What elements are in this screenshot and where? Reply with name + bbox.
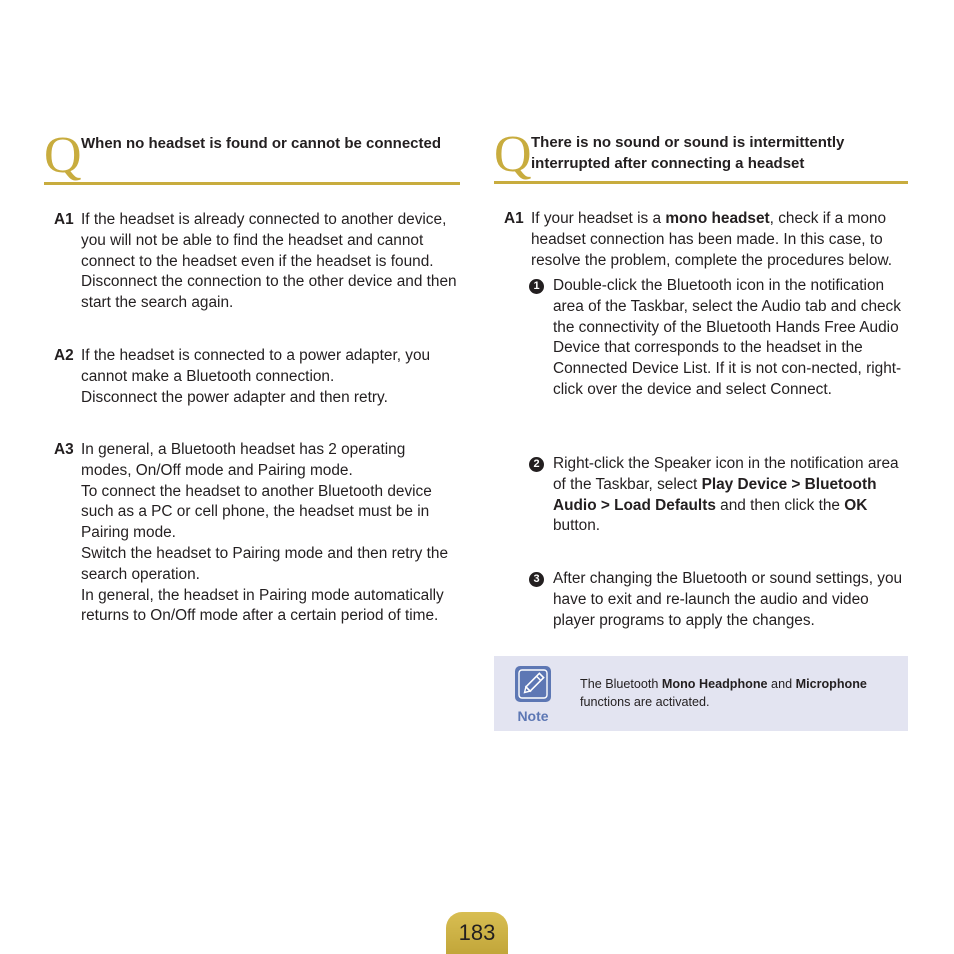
pencil-note-icon bbox=[515, 666, 551, 702]
step-text: Right-click the Speaker icon in the notification area of the Taskbar, select Play Device > Bluetooth Audio > Load Defaults and then click the OK button. bbox=[553, 455, 899, 535]
answer-a1 bbox=[494, 209, 908, 271]
step-number-badge: 2 bbox=[529, 457, 544, 472]
answer-a1 bbox=[44, 210, 460, 314]
note-label: Note bbox=[517, 708, 549, 724]
emphasis: mono headset bbox=[665, 210, 770, 227]
answer-label: A2 bbox=[54, 347, 74, 364]
page-number: 183 bbox=[458, 920, 496, 945]
answer-a2 bbox=[44, 346, 460, 408]
question-header bbox=[494, 126, 908, 184]
answer-paragraph: Switch the headset to Pairing mode and then retry the search operation. bbox=[81, 544, 449, 583]
step-text: Double-click the Bluetooth icon in the notification area of the Taskbar, select the Audio tab and check the connectivity of the Bluetooth Hands Free Audio Device that corresponds to the headset in the Connected Device List. If it is not con-nected, right-click over the device and select Connect. bbox=[553, 277, 902, 398]
answer-label: A1 bbox=[54, 211, 74, 228]
q-glyph: Q bbox=[44, 127, 82, 184]
answer-a3 bbox=[44, 440, 460, 627]
answer-paragraph: If the headset is connected to a power adapter, you cannot make a Bluetooth connection. bbox=[81, 347, 431, 385]
step-1 bbox=[529, 276, 908, 401]
button-name: OK bbox=[844, 496, 868, 514]
step-number-badge: 3 bbox=[529, 572, 544, 587]
step-number-badge: 1 bbox=[529, 279, 544, 294]
page-number-tab bbox=[446, 912, 508, 954]
answer-label: A1 bbox=[504, 210, 524, 227]
answer-text bbox=[81, 346, 460, 408]
note-box bbox=[494, 656, 908, 731]
answer-text: If your headset is a mono headset, check if a mono headset connection has been made. In this case, to resolve the problem, complete the procedures below. bbox=[531, 210, 893, 269]
step-2 bbox=[529, 454, 908, 537]
step-3 bbox=[529, 569, 908, 631]
answer-paragraph: To connect the headset to another Bluetooth device such as a PC or cell phone, the headset must be in Pairing mode. bbox=[81, 482, 432, 542]
answer-paragraph: In general, a Bluetooth headset has 2 operating modes, On/Off mode and Pairing mode. bbox=[81, 441, 406, 479]
menu-path: Play Device > Bluetooth Audio > Load Defaults bbox=[553, 475, 877, 514]
answer-text bbox=[81, 210, 460, 314]
answer-paragraph: In general, the headset in Pairing mode automatically returns to On/Off mode after a certain period of time. bbox=[81, 586, 444, 625]
question-header bbox=[44, 127, 460, 185]
question-title: There is no sound or sound is intermittently interrupted after connecting a headset bbox=[531, 134, 845, 172]
q-glyph: Q bbox=[494, 126, 532, 183]
step-text: After changing the Bluetooth or sound settings, you have to exit and re-launch the audio and video player programs to apply the changes. bbox=[553, 570, 903, 629]
answer-paragraph: If the headset is already connected to another device, you will not be able to find the headset and cannot connect to the headset even if the headset is found. Disconnect the connection to the other device and then start the search again. bbox=[81, 211, 457, 312]
answer-label: A3 bbox=[54, 441, 74, 458]
answer-paragraph: Disconnect the power adapter and then retry. bbox=[81, 388, 388, 406]
question-title: When no headset is found or cannot be connected bbox=[81, 135, 442, 152]
note-text: The Bluetooth Mono Headphone and Microphone functions are activated. bbox=[580, 677, 867, 709]
answer-text bbox=[81, 440, 460, 627]
